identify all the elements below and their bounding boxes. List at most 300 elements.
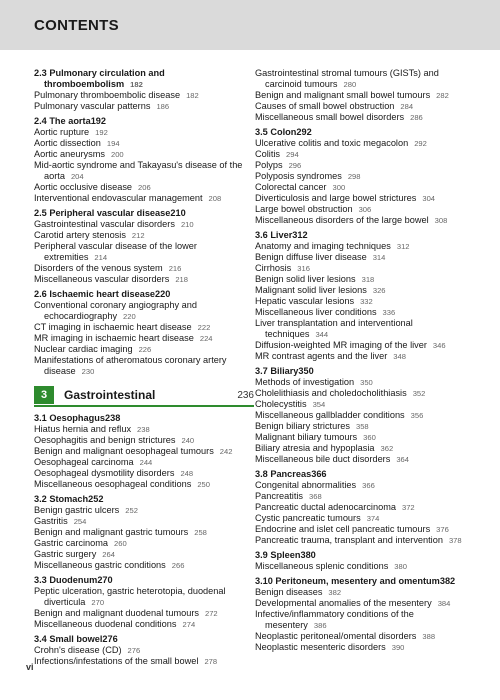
entry-title: Developmental anomalies of the mesentery — [255, 598, 432, 608]
entry-title: CT imaging in ischaemic heart disease — [34, 322, 192, 332]
toc-entry — [255, 101, 480, 112]
entry-page-number: 318 — [361, 275, 375, 284]
toc-entry — [255, 598, 480, 609]
entry-page-number: 272 — [204, 609, 218, 618]
entry-page-number: 312 — [292, 230, 308, 240]
toc-entry — [255, 329, 480, 340]
entry-title: 2.5 Peripheral vascular disease — [34, 208, 171, 218]
entry-title: Causes of small bowel obstruction — [255, 101, 395, 111]
entry-page-number: 216 — [168, 264, 182, 273]
entry-page-number: 270 — [97, 575, 113, 585]
toc-entry — [255, 252, 480, 263]
toc-entry — [34, 516, 254, 527]
entry-title: 3.4 Small bowel — [34, 634, 103, 644]
entry-title: MR imaging in ischaemic heart disease — [34, 333, 194, 343]
entry-page-number: 200 — [110, 150, 124, 159]
section-heading — [34, 634, 254, 645]
entry-page-number: 248 — [180, 469, 194, 478]
entry-title: Miscellaneous gastric conditions — [34, 560, 166, 570]
entry-page-number: 220 — [123, 312, 136, 321]
entry-page-number: 218 — [175, 275, 188, 284]
toc-entry — [34, 274, 254, 285]
toc-entry — [255, 241, 480, 252]
entry-title: Carotid artery stenosis — [34, 230, 126, 240]
entry-title: Aortic rupture — [34, 127, 90, 137]
toc-entry — [255, 513, 480, 524]
entry-page-number: 380 — [300, 550, 316, 560]
toc-entry — [34, 333, 254, 344]
toc-entry — [255, 631, 480, 642]
entry-page-number: 230 — [81, 367, 95, 376]
toc-entry — [34, 300, 254, 311]
entry-title: Aortic aneurysms — [34, 149, 105, 159]
entry-title: Polyposis syndromes — [255, 171, 342, 181]
entry-title: Benign biliary strictures — [255, 421, 350, 431]
entry-page-number: 222 — [197, 323, 211, 332]
entry-page-number: 276 — [127, 646, 141, 655]
toc-entry — [34, 127, 254, 138]
entry-page-number: 238 — [137, 425, 150, 434]
page-number: vi — [26, 662, 34, 672]
toc-entry — [34, 608, 254, 619]
entry-title: Hepatic vascular lesions — [255, 296, 355, 306]
toc-entry — [34, 263, 254, 274]
toc-entry — [34, 424, 254, 435]
entry-page-number: 296 — [288, 161, 302, 170]
entry-page-number: 358 — [355, 422, 369, 431]
section-heading — [34, 289, 254, 300]
entry-page-number: 194 — [106, 139, 120, 148]
toc-entry — [255, 502, 480, 513]
entry-page-number: 354 — [312, 400, 326, 409]
toc-entry — [255, 399, 480, 410]
entry-page-number: 204 — [70, 172, 84, 181]
entry-page-number: 350 — [360, 378, 373, 387]
entry-title: Peptic ulceration, gastric heterotopia, duodenal — [34, 586, 226, 596]
toc-entry — [34, 457, 254, 468]
entry-page-number: 364 — [396, 455, 409, 464]
entry-title: Aortic occlusive disease — [34, 182, 133, 192]
toc-entry — [34, 230, 254, 241]
toc-entry — [255, 432, 480, 443]
toc-entry — [255, 68, 480, 79]
toc-entry — [255, 524, 480, 535]
entry-page-number: 336 — [382, 308, 396, 317]
entry-title: 3.9 Spleen — [255, 550, 301, 560]
entry-title: Cirrhosis — [255, 263, 292, 273]
entry-title: Pancreatic trauma, transplant and intervention — [255, 535, 443, 545]
toc-entry — [255, 182, 480, 193]
entry-page-number: 192 — [95, 128, 108, 137]
toc-entry — [255, 274, 480, 285]
entry-page-number: 210 — [180, 220, 194, 229]
toc-entry — [255, 285, 480, 296]
entry-title: 3.5 Colon — [255, 127, 297, 137]
entry-title: Gastric carcinoma — [34, 538, 109, 548]
entry-page-number: 276 — [102, 634, 118, 644]
toc-entry — [255, 215, 480, 226]
entry-page-number: 314 — [372, 253, 386, 262]
entry-title: Benign and malignant oesophageal tumours — [34, 446, 214, 456]
toc-entry — [34, 171, 254, 182]
entry-page-number: 306 — [358, 205, 372, 214]
toc-block-right — [255, 68, 480, 653]
entry-title: Polyps — [255, 160, 283, 170]
toc-entry — [255, 421, 480, 432]
entry-title: aorta — [44, 171, 65, 181]
entry-title: Benign diseases — [255, 587, 323, 597]
entry-title: Pulmonary thromboembolic disease — [34, 90, 181, 100]
entry-title: Benign and malignant small bowel tumours — [255, 90, 431, 100]
entry-title: Manifestations of atheromatous coronary artery — [34, 355, 227, 365]
toc-entry — [255, 171, 480, 182]
entry-title: Conventional coronary angiography and — [34, 300, 197, 310]
toc-entry — [255, 193, 480, 204]
entry-page-number: 356 — [410, 411, 424, 420]
entry-page-number: 212 — [131, 231, 145, 240]
entry-page-number: 220 — [155, 289, 171, 299]
toc-entry — [255, 388, 480, 399]
entry-page-number: 346 — [432, 341, 446, 350]
entry-title: Benign and malignant gastric tumours — [34, 527, 189, 537]
toc-entry — [34, 219, 254, 230]
toc-entry — [255, 296, 480, 307]
entry-title: Colorectal cancer — [255, 182, 327, 192]
entry-title: echocardiography — [44, 311, 118, 321]
toc-entry — [255, 642, 480, 653]
toc-entry — [34, 311, 254, 322]
entry-title: Disorders of the venous system — [34, 263, 163, 273]
entry-title: extremities — [44, 252, 89, 262]
toc-block-gastrointestinal — [34, 413, 254, 667]
chapter-number: 3 — [34, 386, 54, 404]
toc-entry — [255, 340, 480, 351]
toc-entry — [34, 101, 254, 112]
page-title: CONTENTS — [34, 17, 119, 34]
entry-page-number: 206 — [138, 183, 151, 192]
toc-entry — [255, 149, 480, 160]
toc-entry — [255, 480, 480, 491]
entry-title: Miscellaneous vascular disorders — [34, 274, 170, 284]
entry-title: Nuclear cardiac imaging — [34, 344, 133, 354]
page-header — [0, 0, 500, 50]
entry-page-number: 266 — [171, 561, 185, 570]
entry-page-number: 378 — [448, 536, 462, 545]
entry-page-number: 274 — [182, 620, 196, 629]
toc-entry — [34, 322, 254, 333]
entry-page-number: 390 — [391, 643, 405, 652]
entry-title: mesentery — [265, 620, 308, 630]
entry-title: Crohn's disease (CD) — [34, 645, 122, 655]
entry-title: Pancreatitis — [255, 491, 304, 501]
entry-title: Cystic pancreatic tumours — [255, 513, 361, 523]
toc-entry — [34, 479, 254, 490]
section-heading — [255, 469, 480, 480]
entry-page-number: 388 — [422, 632, 436, 641]
entry-page-number: 382 — [328, 588, 342, 597]
entry-title: Miscellaneous liver conditions — [255, 307, 377, 317]
entry-title: Cholecystitis — [255, 399, 307, 409]
entry-page-number: 250 — [197, 480, 210, 489]
toc-entry — [34, 560, 254, 571]
entry-page-number: 386 — [313, 621, 327, 630]
right-column — [255, 68, 480, 653]
entry-title: 3.6 Liver — [255, 230, 293, 240]
toc-entry — [255, 609, 480, 620]
toc-entry — [255, 79, 480, 90]
section-heading — [255, 127, 480, 138]
entry-page-number: 326 — [372, 286, 386, 295]
entry-page-number: 292 — [296, 127, 312, 137]
entry-page-number: 376 — [436, 525, 449, 534]
section-heading — [34, 116, 254, 127]
entry-title: Liver transplantation and interventional — [255, 318, 413, 328]
entry-page-number: 238 — [104, 413, 121, 423]
entry-page-number: 350 — [298, 366, 314, 376]
entry-title: 3.8 Pancreas — [255, 469, 312, 479]
toc-entry — [34, 619, 254, 630]
toc-entry — [34, 344, 254, 355]
entry-title: Infective/inflammatory conditions of the — [255, 609, 414, 619]
entry-page-number: 278 — [204, 657, 218, 666]
entry-page-number: 384 — [437, 599, 451, 608]
entry-title: Benign solid liver lesions — [255, 274, 356, 284]
entry-title: 3.1 Oesophagus — [34, 413, 105, 423]
toc-entry — [34, 549, 254, 560]
entry-title: Diverticulosis and large bowel strictures — [255, 193, 417, 203]
entry-title: Peripheral vascular disease of the lower — [34, 241, 197, 251]
toc-entry — [255, 491, 480, 502]
section-heading — [255, 366, 480, 377]
entry-title: Gastrointestinal vascular disorders — [34, 219, 175, 229]
entry-title: Miscellaneous duodenal conditions — [34, 619, 177, 629]
toc-entry — [34, 468, 254, 479]
entry-page-number: 352 — [412, 389, 426, 398]
entry-page-number: 270 — [91, 598, 105, 607]
entry-page-number: 292 — [414, 139, 427, 148]
toc-entry — [34, 645, 254, 656]
entry-page-number: 380 — [394, 562, 407, 571]
toc-entry — [255, 318, 480, 329]
entry-page-number: 366 — [362, 481, 375, 490]
toc-entry — [34, 586, 254, 597]
section-heading — [34, 575, 254, 586]
entry-title: Miscellaneous oesophageal conditions — [34, 479, 192, 489]
entry-title: Malignant biliary tumours — [255, 432, 358, 442]
toc-entry — [34, 355, 254, 366]
entry-title: Interventional endovascular management — [34, 193, 203, 203]
entry-title: Gastritis — [34, 516, 68, 526]
entry-title: Colitis — [255, 149, 281, 159]
entry-page-number: 284 — [400, 102, 414, 111]
entry-page-number: 186 — [156, 102, 170, 111]
toc-entry — [255, 377, 480, 388]
entry-title: carcinoid tumours — [265, 79, 338, 89]
entry-page-number: 260 — [114, 539, 127, 548]
entry-title: 3.7 Biliary — [255, 366, 299, 376]
entry-title: Miscellaneous splenic conditions — [255, 561, 389, 571]
entry-page-number: 286 — [410, 113, 423, 122]
section-heading — [34, 68, 254, 79]
toc-entry — [34, 252, 254, 263]
section-heading — [34, 494, 254, 505]
entry-page-number: 192 — [90, 116, 107, 126]
toc-entry — [255, 160, 480, 171]
entry-title: Diffusion-weighted MR imaging of the liver — [255, 340, 427, 350]
entry-page-number: 312 — [396, 242, 410, 251]
entry-title: 3.2 Stomach — [34, 494, 89, 504]
entry-page-number: 344 — [315, 330, 329, 339]
entry-title: Gastrointestinal stromal tumours (GISTs) and — [255, 68, 439, 78]
entry-title: Benign gastric ulcers — [34, 505, 120, 515]
entry-title: 3.10 Peritoneum, mesentery and omentum — [255, 576, 440, 586]
entry-page-number: 300 — [332, 183, 346, 192]
entry-page-number: 368 — [309, 492, 322, 501]
toc-entry — [255, 138, 480, 149]
toc-entry — [255, 454, 480, 465]
entry-title: 2.4 The aorta — [34, 116, 91, 126]
entry-page-number: 304 — [422, 194, 436, 203]
entry-page-number: 226 — [138, 345, 152, 354]
left-column — [34, 68, 254, 667]
toc-entry — [34, 435, 254, 446]
entry-title: Benign diffuse liver disease — [255, 252, 367, 262]
entry-page-number: 252 — [125, 506, 138, 515]
entry-page-number: 280 — [343, 80, 357, 89]
entry-page-number: 240 — [181, 436, 195, 445]
entry-title: 3.3 Duodenum — [34, 575, 98, 585]
entry-page-number: 258 — [194, 528, 207, 537]
entry-page-number: 242 — [219, 447, 233, 456]
entry-title: Oesophageal dysmotility disorders — [34, 468, 175, 478]
section-heading — [255, 550, 480, 561]
chapter-title: Gastrointestinal — [64, 388, 156, 402]
entry-title: Endocrine and islet cell pancreatic tumours — [255, 524, 431, 534]
entry-title: Benign and malignant duodenal tumours — [34, 608, 199, 618]
toc-entry — [34, 193, 254, 204]
entry-page-number: 252 — [88, 494, 104, 504]
toc-entry — [255, 561, 480, 572]
toc-entry — [34, 149, 254, 160]
entry-title: Oesophageal carcinoma — [34, 457, 134, 467]
entry-title: Infections/infestations of the small bowel — [34, 656, 199, 666]
entry-title: Aortic dissection — [34, 138, 101, 148]
entry-title: diverticula — [44, 597, 86, 607]
toc-entry — [34, 597, 254, 608]
toc-entry — [34, 366, 254, 377]
entry-page-number: 282 — [436, 91, 449, 100]
entry-page-number: 362 — [380, 444, 394, 453]
toc-entry — [255, 351, 480, 362]
toc-entry — [34, 527, 254, 538]
section-heading — [255, 576, 480, 587]
toc-entry — [255, 587, 480, 598]
entry-title: Large bowel obstruction — [255, 204, 353, 214]
entry-page-number: 254 — [73, 517, 87, 526]
toc-entry — [255, 620, 480, 631]
chapter-page: 236 — [237, 389, 254, 401]
entry-title: Miscellaneous bile duct disorders — [255, 454, 391, 464]
section-heading — [34, 413, 254, 424]
chapter-heading — [34, 385, 254, 407]
toc-entry — [34, 656, 254, 667]
entry-title: Malignant solid liver lesions — [255, 285, 367, 295]
entry-title: Neoplastic mesenteric disorders — [255, 642, 386, 652]
entry-title: Ulcerative colitis and toxic megacolon — [255, 138, 409, 148]
entry-page-number: 298 — [347, 172, 361, 181]
entry-title: Cholelithiasis and choledocholithiasis — [255, 388, 407, 398]
toc-entry — [255, 263, 480, 274]
toc-entry — [34, 241, 254, 252]
entry-title: Methods of investigation — [255, 377, 355, 387]
entry-page-number: 210 — [170, 208, 186, 218]
entry-page-number: 372 — [401, 503, 415, 512]
entry-page-number: 382 — [439, 576, 456, 586]
entry-page-number: 308 — [434, 216, 448, 225]
entry-page-number: 374 — [366, 514, 380, 523]
entry-title: Oesophagitis and benign strictures — [34, 435, 176, 445]
entry-title: techniques — [265, 329, 310, 339]
entry-title: Miscellaneous small bowel disorders — [255, 112, 405, 122]
entry-title: Mid-aortic syndrome and Takayasu's disease of the — [34, 160, 243, 170]
entry-page-number: 366 — [311, 469, 327, 479]
toc-entry — [34, 182, 254, 193]
toc-entry — [255, 410, 480, 421]
entry-title: Pulmonary vascular patterns — [34, 101, 151, 111]
entry-page-number: 348 — [393, 352, 406, 361]
toc-entry — [34, 138, 254, 149]
toc-entry — [255, 90, 480, 101]
entry-title: 2.3 Pulmonary circulation and — [34, 68, 165, 78]
entry-title: Gastric surgery — [34, 549, 97, 559]
toc-entry — [34, 538, 254, 549]
toc-entry — [255, 204, 480, 215]
entry-title: Biliary atresia and hypoplasia — [255, 443, 375, 453]
entry-page-number: 294 — [286, 150, 299, 159]
entry-page-number: 224 — [199, 334, 213, 343]
entry-page-number: 316 — [297, 264, 310, 273]
entry-page-number: 244 — [139, 458, 153, 467]
toc-entry — [34, 505, 254, 516]
entry-page-number: 264 — [102, 550, 115, 559]
section-heading — [34, 208, 254, 219]
entry-title: 2.6 Ischaemic heart disease — [34, 289, 156, 299]
toc-entry — [255, 112, 480, 123]
entry-title: Miscellaneous disorders of the large bowel — [255, 215, 429, 225]
toc-entry — [34, 90, 254, 101]
entry-page-number: 214 — [94, 253, 108, 262]
entry-page-number: 182 — [130, 80, 143, 89]
entry-title: Miscellaneous gallbladder conditions — [255, 410, 405, 420]
entry-title: Neoplastic peritoneal/omental disorders — [255, 631, 417, 641]
section-heading — [34, 79, 254, 90]
toc-entry — [255, 535, 480, 546]
entry-title: Pancreatic ductal adenocarcinoma — [255, 502, 396, 512]
entry-title: Hiatus hernia and reflux — [34, 424, 132, 434]
entry-page-number: 360 — [363, 433, 376, 442]
entry-page-number: 208 — [208, 194, 222, 203]
toc-entry — [34, 160, 254, 171]
toc-entry — [34, 446, 254, 457]
section-heading — [255, 230, 480, 241]
entry-title: disease — [44, 366, 76, 376]
toc-entry — [255, 443, 480, 454]
entry-title: Anatomy and imaging techniques — [255, 241, 391, 251]
entry-title: MR contrast agents and the liver — [255, 351, 388, 361]
entry-page-number: 332 — [360, 297, 373, 306]
toc-block-cardiovascular — [34, 68, 254, 377]
entry-title: Congenital abnormalities — [255, 480, 357, 490]
